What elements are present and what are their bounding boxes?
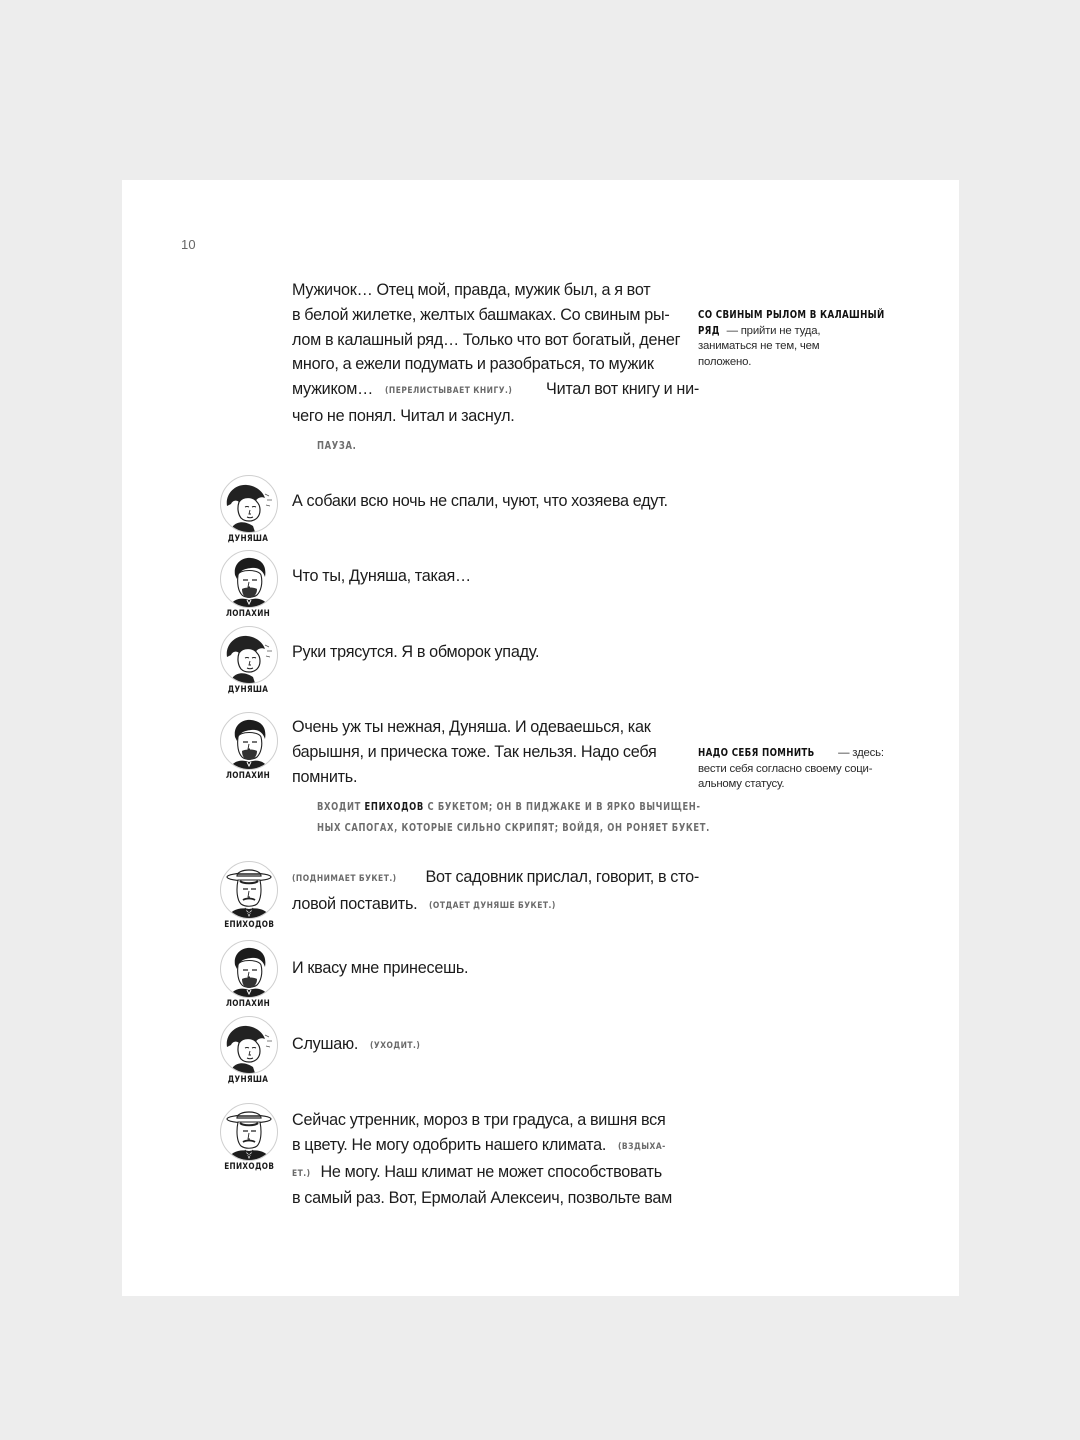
speech-line: барышня, и прическа тоже. Так нельзя. Надо себя <box>292 742 657 761</box>
note-definition: — здесь: <box>838 747 884 759</box>
speaker-name: ЛОПАХИН <box>225 609 271 619</box>
speech-line <box>292 1133 684 1160</box>
note-line: вести себя согласно своему соци- <box>698 762 873 775</box>
speaker-epikhodov <box>220 1103 278 1172</box>
book-page <box>122 180 959 1296</box>
direction-line <box>317 797 710 818</box>
opening-speech <box>292 278 700 429</box>
note-line: заниматься не тем, чем <box>698 340 820 353</box>
note-line: альному статусу. <box>698 778 785 791</box>
speaker-name: ДУНЯША <box>227 1075 269 1085</box>
speech-text: Читал вот книгу и ни- <box>546 380 700 399</box>
speaker-lopakhin <box>220 940 278 1009</box>
speech-line <box>292 892 684 919</box>
speech-text: Руки трясутся. Я в обморок упаду. <box>292 643 540 661</box>
dialogue-line <box>292 715 684 789</box>
speaker-lopakhin <box>220 550 278 619</box>
speech-text: ловой поставить. <box>292 894 418 913</box>
speech-line: Мужичок… Отец мой, правда, мужик был, а я вот <box>292 281 651 299</box>
speaker-name: ДУНЯША <box>227 534 269 544</box>
note-line <box>698 746 888 762</box>
speech-line: много, а ежели подумать и разобраться, то мужик <box>292 355 654 374</box>
note-definition: — прийти не туда, <box>726 324 821 337</box>
stage-direction: ЕТ.) <box>292 1167 311 1179</box>
dunyasha-portrait-icon <box>220 475 278 533</box>
dialogue-line <box>292 956 684 981</box>
speaker-epikhodov <box>220 861 278 930</box>
speaker-name: ЛОПАХИН <box>225 999 271 1009</box>
dialogue-line <box>292 489 684 514</box>
entrance-direction <box>317 797 710 839</box>
speaker-dunyasha <box>220 1016 278 1085</box>
speech-text: Не могу. Наш климат не может способствовать <box>320 1162 662 1181</box>
dunyasha-portrait-icon <box>220 626 278 684</box>
speaker-lopakhin <box>220 712 278 781</box>
speaker-name: ЛОПАХИН <box>225 771 271 781</box>
speech-text: А собаки всю ночь не спали, чуют, что хозяева едут. <box>292 492 668 510</box>
dialogue-line <box>292 1032 684 1059</box>
speech-line: чего не понял. Читал и заснул. <box>292 406 515 425</box>
margin-note <box>698 746 888 793</box>
pause-direction: ПАУЗА. <box>317 441 357 452</box>
stage-direction: (ОТДАЕТ ДУНЯШЕ БУКЕТ.) <box>429 899 556 911</box>
direction-line: НЫХ САПОГАХ, КОТОРЫЕ СИЛЬНО СКРИПЯТ; ВОЙДЯ, ОН РОНЯЕТ БУКЕТ. <box>317 823 710 834</box>
dialogue-line <box>292 865 699 919</box>
page-number: 10 <box>181 237 196 252</box>
direction-text: ВХОДИТ <box>317 802 361 813</box>
speech-text: И квасу мне принесешь. <box>292 959 469 977</box>
lopakhin-portrait-icon <box>220 712 278 770</box>
speech-line <box>292 377 700 404</box>
stage-direction: (ВЗДЫХА- <box>617 1140 666 1152</box>
speech-line <box>292 1160 684 1187</box>
dunyasha-portrait-icon <box>220 1016 278 1074</box>
note-term: НАДО СЕБЯ ПОМНИТЬ <box>698 748 815 759</box>
note-term: РЯД <box>698 325 720 337</box>
speech-line: помнить. <box>292 767 358 786</box>
note-term: СО СВИНЫМ РЫЛОМ В КАЛАШНЫЙ <box>698 310 885 321</box>
stage-direction: (ПОДНИМАЕТ БУКЕТ.) <box>292 873 397 884</box>
note-line <box>698 308 888 324</box>
epikhodov-portrait-icon <box>220 1103 278 1161</box>
speech-line: Очень уж ты нежная, Дуняша. И одеваешься, как <box>292 718 651 736</box>
speech-text: Вот садовник прислал, говорит, в сто- <box>425 868 699 886</box>
stage-direction: (ПЕРЕЛИСТЫВАЕТ КНИГУ.) <box>384 385 513 397</box>
speech-line <box>292 865 699 892</box>
note-line: положено. <box>698 355 752 368</box>
lopakhin-portrait-icon <box>220 550 278 608</box>
speech-line <box>292 1032 684 1059</box>
stage-direction: (УХОДИТ.) <box>369 1040 421 1051</box>
speech-text: в цвету. Не могу одобрить нашего климата. <box>292 1135 607 1154</box>
speech-text: мужиком… <box>292 380 374 399</box>
note-line <box>698 324 888 340</box>
direction-text: С БУКЕТОМ; ОН В ПИДЖАКЕ И В ЯРКО ВЫЧИЩЕН- <box>427 802 701 813</box>
lopakhin-portrait-icon <box>220 940 278 998</box>
dialogue-line <box>292 564 684 589</box>
speaker-name: ЕПИХОДОВ <box>224 920 275 930</box>
speech-line: в белой жилетке, желтых башмаках. Со свиным ры- <box>292 305 670 324</box>
speaker-name: ЕПИХОДОВ <box>224 1162 275 1172</box>
dialogue-line <box>292 1108 684 1211</box>
speaker-dunyasha <box>220 626 278 695</box>
speech-text: Слушаю. <box>292 1035 359 1053</box>
speech-line: Сейчас утренник, мороз в три градуса, а вишня вся <box>292 1111 666 1129</box>
speaker-dunyasha <box>220 475 278 544</box>
margin-note <box>698 308 888 370</box>
speech-line: лом в калашный ряд… Только что вот богатый, денег <box>292 330 681 349</box>
speech-line: в самый раз. Вот, Ермолай Алексеич, позвольте вам <box>292 1189 673 1208</box>
speech-text: Что ты, Дуняша, такая… <box>292 567 471 585</box>
dialogue-line <box>292 640 684 665</box>
epikhodov-portrait-icon <box>220 861 278 919</box>
speaker-name: ДУНЯША <box>227 685 269 695</box>
character-name: ЕПИХОДОВ <box>364 802 424 813</box>
